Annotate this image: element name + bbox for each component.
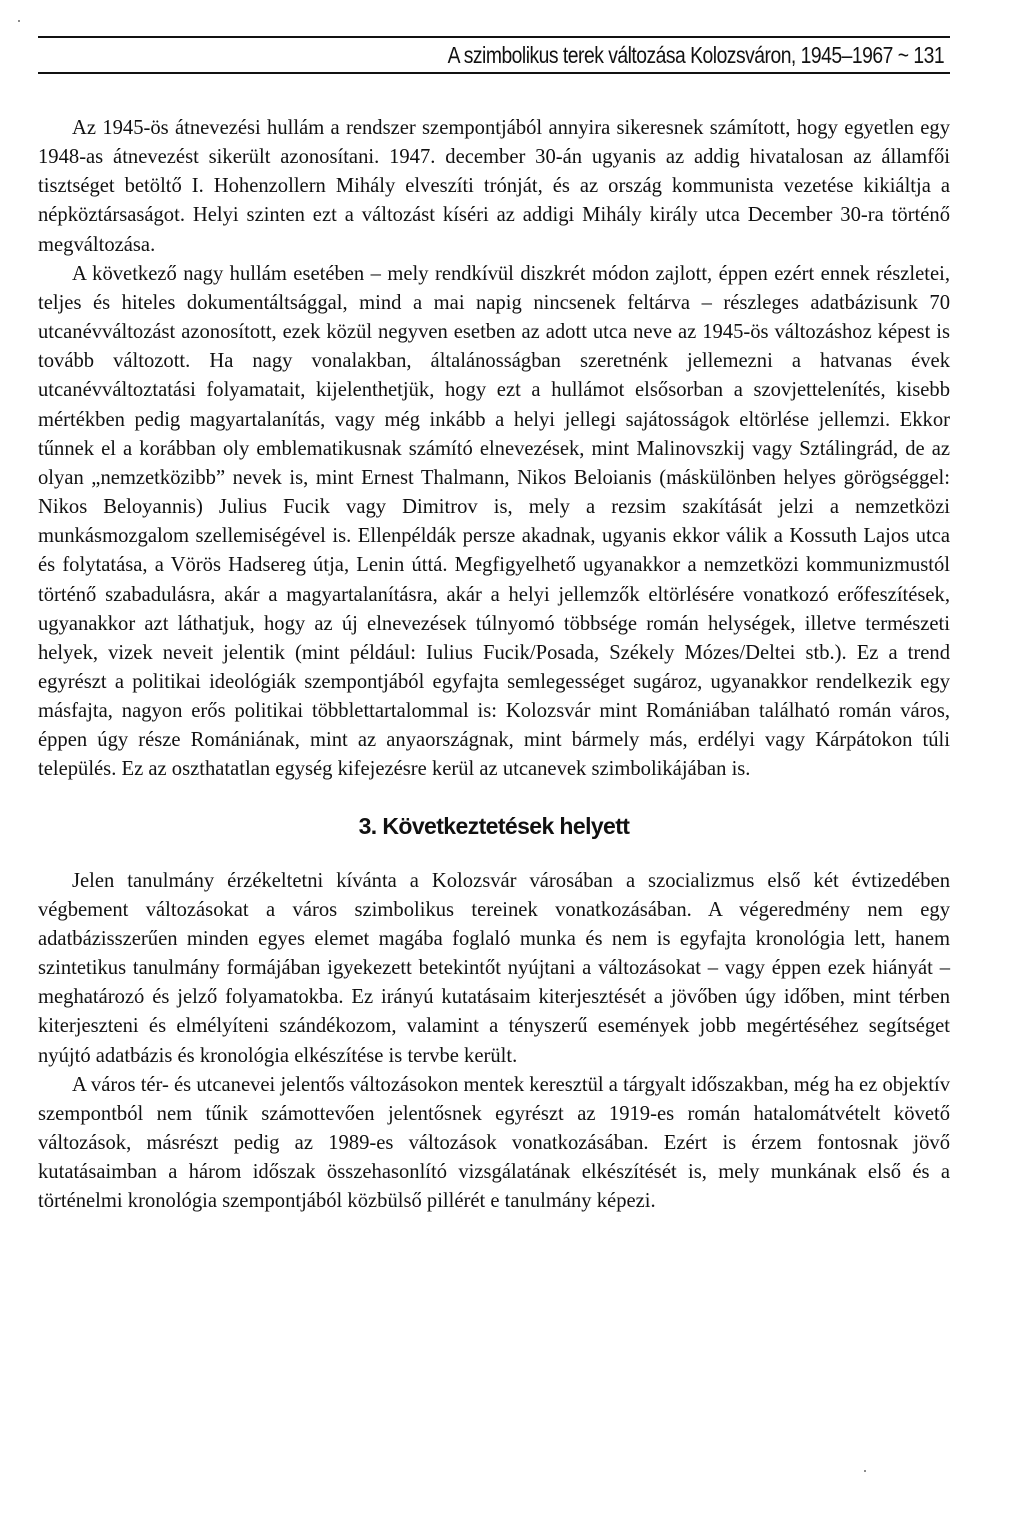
running-header xyxy=(38,28,950,76)
scan-speck xyxy=(18,20,20,22)
paragraph: Az 1945-ös átnevezési hullám a rendszer szempontjából annyira sikeresnek számított, hogy egyetlen egy 1948-as átnevezést sikerült azonosítani. 1947. december 30-án ugyanis az addig hivatalosan az államfői tisztséget betöltő I. Hohenzollern Mihály elveszíti trónját, és az ország kommunista vezetése kikiáltja a népköztársaságot. Helyi szinten ezt a változást kíséri az addigi Mihály király utca December 30-ra történő megváltozása. xyxy=(38,117,950,256)
paragraph: A város tér- és utcanevei jelentős változásokon mentek keresztül a tárgyalt időszakban, még ha ez objektív szempontból nem tűnik számottevően jelentősnek egyrészt az 1919-es román hatalomátvételt követő változások, másrészt pedig az 1989-es változások vonatkozásában. Ezért is érzem fontosnak jövő kutatásaimban a három időszak összehasonlító vizsgálatának elkészítését is, mely munkának első és a történelmi kronológia szempontjából közbülső pillérét e tanulmány képezi. xyxy=(38,1073,950,1213)
body-text xyxy=(38,114,950,1216)
paragraph: A következő nagy hullám esetében – mely rendkívül diszkrét módon zajlott, éppen ezért ennek részletei, teljes és hiteles dokumentáltsággal, mind a mai napig nincsenek feltárva – részleges adatbázisunk 70 utcanévváltozást azonosított, ezek közül negyven esetben az adott utca neve az 1945-ös változáshoz képest is tovább változott. Ha nagy vonalakban, általánosságban szeretnénk jellemezni a hatvanas évek utcanévváltoztatási folyamatait, kijelenthetjük, hogy ezt a hullámot elsősorban a szovjettelenítés, kisebb mértékben pedig magyartalanítás, vagy még inkább a helyi jellegi sajátosságok eltörlése jellemzi. Ekkor tűnnek el a korábban oly emblematikusnak számító elnevezések, mint Malinovszkij vagy Sztálingrád, de az olyan „nemzetközibb” nevek is, mint Ernest Thalmann, Nikos Beloianis (máskülönben helyes görögséggel: Nikos Beloyannis) Julius Fucik vagy Dimitrov is, mely a rezsim szakítását jelzi a nemzetközi munkásmozgalom szellemiségével is. Ellenpéldák persze akadnak, ugyanis ekkor válik a Kossuth Lajos utca és folytatása, a Vörös Hadsereg útja, Lenin úttá. Megfigyelhető ugyanakkor a nemzetközi kommunizmustól történő szabadulásra, akár a magyartalanításra, akár a helyi jellemzők eltörlésére vonatkozó erőfeszítések, ugyanakkor azt láthatjuk, hogy az új elnevezések túlnyomó többsége román helységek, illetve természeti helyek, vizek neveit jelentik (mint például: Iulius Fucik/Posada, Székely Mózes/Deltei stb.). Ez a trend egyrészt a politikai ideológiák szempontjából egyfajta semlegességet sugároz, ugyanakkor rendelkezik egy másfajta, nagyon erős politikai többlettartalommal is: Kolozsvár mint Romániában található román város, éppen úgy része Romániának, mint az anyaországnak, mint bármely más, erdélyi vagy Kárpátokon túli település. Ez az oszthatatlan egység kifejezésre kerül az utcanevek szimbolikájában is. xyxy=(38,262,950,781)
section-heading: 3. Következtetések helyett xyxy=(358,812,630,839)
scan-speck xyxy=(864,1470,866,1472)
running-title: A szimbolikus terek változása Kolozsváron, 1945–1967 ~ 131 xyxy=(447,42,944,68)
header-rule-top xyxy=(38,36,950,38)
paragraph: Jelen tanulmány érzékeltetni kívánta a Kolozsvár városában a szocializmus első két évtizedében végbement változásokat a város szimbolikus tereinek vonatkozásában. A végeredmény nem egy adatbázisszerűen minden egyes elemet magába foglaló munka és nem is egyfajta kronológia lett, hanem szintetikus tanulmány formájában igyekezett betekintőt nyújtani a változásokat – vagy éppen ezek hiányát – meghatározó és jelző folyamatokba. Ez irányú kutatásaim kiterjesztését a jövőben úgy időben, mint térben kiterjeszteni és elmélyíteni szándékozom, valamint a tényszerű események jobb megértéséhez segítséget nyújtó adatbázis és kronológia elkészítése is tervbe került. xyxy=(38,869,950,1067)
header-rule-bottom xyxy=(38,72,950,74)
